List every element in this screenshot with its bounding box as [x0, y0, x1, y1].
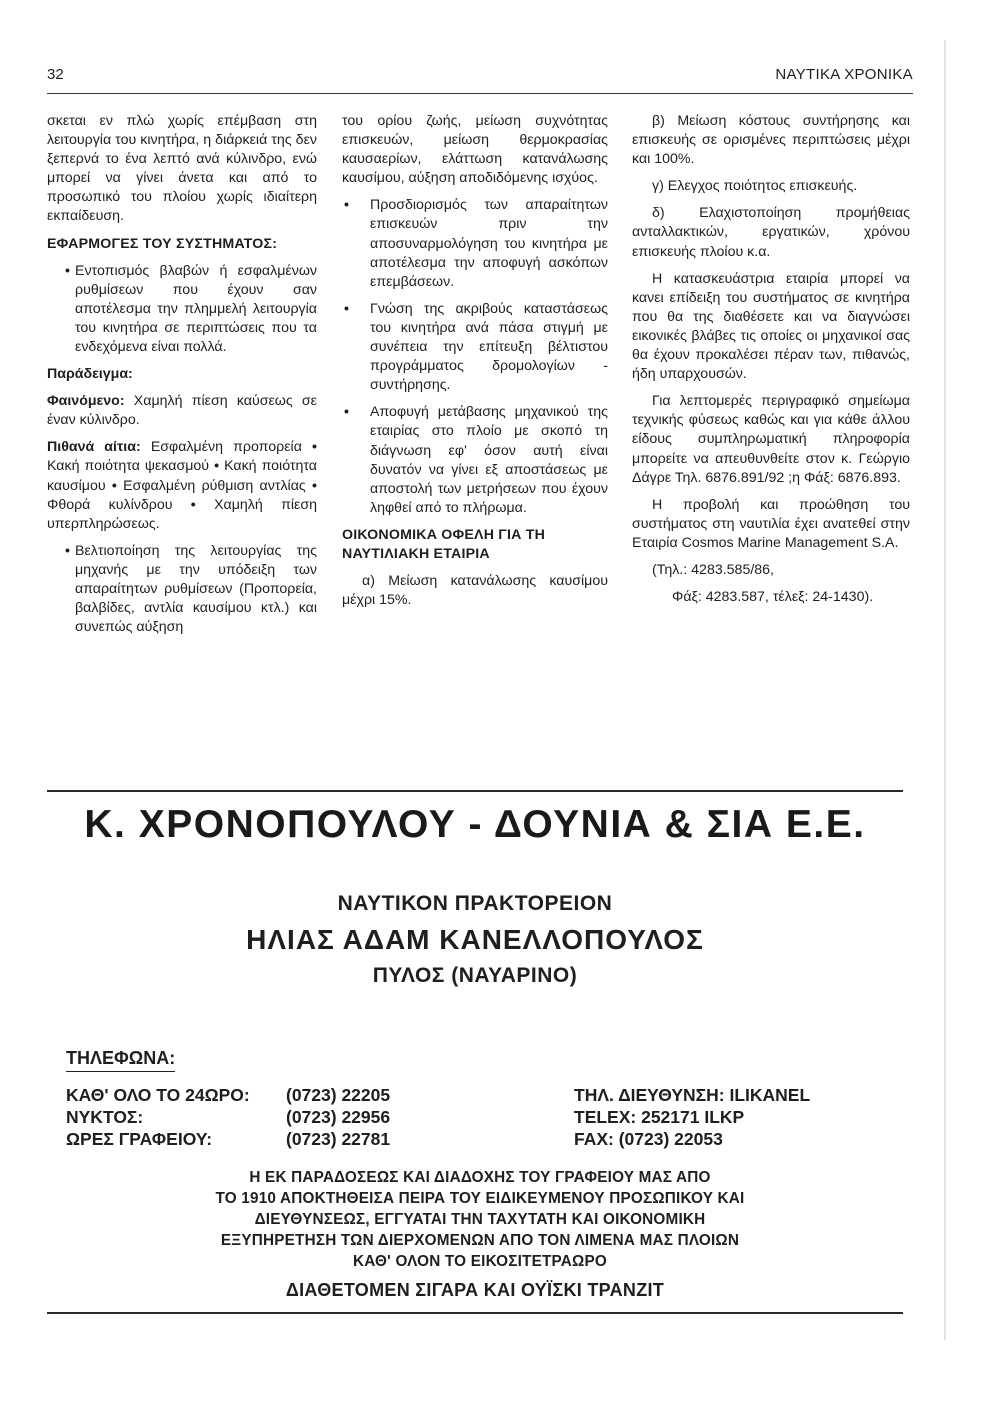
- bullet-item: [342, 300, 608, 395]
- page-header: [47, 66, 913, 88]
- bullet-item: [47, 262, 317, 357]
- article-column-3: [632, 112, 910, 615]
- causes-paragraph: [47, 438, 317, 533]
- benefit-c: γ) Ελεγχος ποιότητος επισκευής.: [652, 178, 858, 195]
- cause-text: Χαμηλή πίεση υπερπληρώσεως.: [47, 496, 318, 532]
- bullet-dot: •: [111, 477, 117, 494]
- contact-telex: TELEX: 252171 ILKP: [574, 1107, 745, 1127]
- ad-top-rule: [47, 790, 903, 792]
- cause-text: Κακή ποιότητα ψεκασμού: [47, 458, 210, 475]
- benefit-b: β) Μείωση κόστους συντήρησης και επισκευής σε ορισμένες περιπτώσεις μέχρι και 100%.: [632, 113, 910, 168]
- bullet-dot: •: [65, 542, 70, 559]
- bullet-item: [342, 403, 608, 518]
- bullet-dot: •: [214, 458, 220, 475]
- phone-number: (0723) 22205: [286, 1085, 391, 1105]
- ad-agent-name: ΗΛΙΑΣ ΑΔΑΜ ΚΑΝΕΛΛΟΠΟΥΛΟΣ: [246, 924, 704, 955]
- bullet-text: Προσδιορισμός των απαραίτητων επισκευών πριν την αποσυναρμολόγηση του κινητήρα με αποτέλεσμα την αποφυγή ασκόπων επεμβάσεων.: [370, 197, 608, 290]
- bullet-dot: •: [344, 300, 349, 317]
- example-label-paragraph: [47, 365, 317, 384]
- bullet-dot: •: [65, 262, 70, 279]
- bullet-text: Εντοπισμός βλαβών ή εσφαλμένων ρυθμίσεων που έχουν σαν αποτέλεσμα την πλημμελή λειτουργία του κινητήρα σε περιπτώσεις που τα ενδεχόμενα είναι πολλά.: [75, 262, 317, 355]
- tradition-line: ΔΙΕΥΘΥΝΣΕΩΣ, ΕΓΓΥΑΤΑΙ ΤΗΝ ΤΑΧΥΤΑΤΗ ΚΑΙ ΟΙΚΟΝΟΜΙΚΗ: [254, 1211, 706, 1228]
- bullet-dot: •: [190, 496, 196, 513]
- ad-bottom-rule: [47, 1312, 903, 1314]
- magazine-title: ΝΑΥΤΙΚΑ ΧΡΟΝΙΚΑ: [775, 66, 913, 83]
- phone-number: (0723) 22781: [286, 1129, 391, 1149]
- page-number: 32: [47, 66, 64, 83]
- phone-row: [66, 1129, 390, 1150]
- section-heading-benefits: ΟΙΚΟΝΟΜΙΚΑ ΟΦΕΛΗ ΓΙΑ ΤΗ ΝΑΥΤΙΛΙΑΚΗ ΕΤΑΙΡΙΑ: [342, 526, 546, 562]
- cause-text: Εσφαλμένη ρύθμιση αντλίας: [123, 477, 306, 494]
- contact-fax: FAX: (0723) 22053: [574, 1129, 723, 1149]
- page-edge-shadow: [944, 40, 946, 1340]
- phenomenon-paragraph: [47, 392, 317, 430]
- article-column-2: [342, 112, 608, 618]
- ad-transit-line: ΔΙΑΘΕΤΟΜΕΝ ΣΙΓΑΡΑ ΚΑΙ ΟΥΪΣΚΙ ΤΡΑΝΖΙΤ: [285, 1280, 665, 1300]
- bullet-dot: •: [312, 477, 317, 494]
- bullet-text: Βελτιοποίηση της λειτουργίας της μηχανής με την υπόδειξη των απαραίτητων ρυθμίσεων (Προπορεία, βαλβίδες, αντλία καυσίμου κτλ.) και συνεπώς αύξηση: [75, 542, 317, 636]
- contact-phone: (Τηλ.: 4283.585/86,: [652, 561, 774, 578]
- bullet-dot: •: [312, 439, 317, 456]
- phone-number: (0723) 22956: [286, 1107, 391, 1127]
- paragraph: σκεται εν πλώ χωρίς επέμβαση στη λειτουργία του κινητήρα, η διάρκειά της δεν ξεπερνά το ένα λεπτό ανά κύλινδρο, ενώ μπορεί να γίνει άνετα και από το προσωπικό του πλοίου χωρίς ιδιαίτερη εκπαίδευση.: [47, 113, 317, 225]
- cause-text: Εσφαλμένη προπορεία: [150, 439, 302, 456]
- paragraph: του ορίου ζωής, μείωση συχνότητας επισκευών, μείωση θερμοκρασίας καυσαερίων, ελάττωση κατανάλωσης καυσίμου, αύξηση αποδιδόμενης ισχύος.: [342, 113, 608, 187]
- phone-row: [66, 1085, 390, 1106]
- ad-location: ΠΥΛΟΣ (ΝΑΥΑΡΙΝΟ): [372, 964, 578, 987]
- paragraph-promotion: Η προβολή και προώθηση του συστήματος στη ναυτιλία έχει ανατεθεί στην Εταιρία Cosmos Marine Management S.A.: [632, 496, 910, 551]
- phenomenon-text: Χαμηλή πίεση καύσεως σε έναν κύλινδρο.: [47, 393, 317, 429]
- phones-heading: ΤΗΛΕΦΩΝΑ:: [66, 1048, 175, 1072]
- ad-agency-title: ΝΑΥΤΙΚΟΝ ΠΡΑΚΤΟΡΕΙΟΝ: [337, 892, 613, 915]
- tradition-line: ΤΟ 1910 ΑΠΟΚΤΗΘΕΙΣΑ ΠΕΙΡΑ ΤΟΥ ΕΙΔΙΚΕΥΜΕΝΟΥ ΠΡΟΣΩΠΙΚΟΥ ΚΑΙ: [215, 1190, 745, 1207]
- header-rule: [47, 93, 913, 94]
- bullet-text: Γνώση της ακριβούς καταστάσεως του κινητήρα ανά πάσα στιγμή με συνέπεια την επίτευξη βέλτιστου προγράμματος δρομολογίων - συντήρησης.: [370, 300, 608, 394]
- phone-row: [66, 1107, 390, 1128]
- cause-text: Φθορά κυλίνδρου: [47, 496, 173, 513]
- phone-label: ΩΡΕΣ ΓΡΑΦΕΙΟΥ:: [66, 1129, 213, 1149]
- contact-fax: Φάξ: 4283.587, τέλεξ: 24-1430).: [672, 589, 874, 606]
- phone-label: ΝΥΚΤΟΣ:: [66, 1107, 144, 1127]
- bullet-item: [47, 542, 317, 637]
- cause-text: Κακή ποιότητα καυσίμου: [47, 458, 317, 494]
- bullet-text: Αποφυγή μετάβασης μηχανικού της εταιρίας στο πλοίο με σκοπό τη διάγνωση εφ' όσον αυτή είναι δυνατόν να γίνει εξ αποστάσεως με αποστολή των μετρήσεων που έχουν ληφθεί από το πλήρωμα.: [370, 404, 608, 516]
- ad-tradition-text: [140, 1167, 820, 1272]
- phone-label: ΚΑΘ' ΟΛΟ ΤΟ 24ΩΡΟ:: [66, 1085, 250, 1105]
- benefit-a: α) Μείωση κατανάλωσης καυσίμου μέχρι 15%.: [342, 572, 608, 608]
- paragraph-manufacturer: Η κατασκευάστρια εταιρία μπορεί να κανει επίδειξη του συστήματος σε κινητήρα που θα της διαθέσετε και να διαγνώσει εικονικές βλάβες τις οποίες οι μηχανικοί σας θα έχουν προκαλέσει πέραν των, πιθανώς, ήδη υπαρχουσών.: [632, 270, 910, 383]
- example-label: Παράδειγμα:: [47, 366, 133, 383]
- causes-label: Πιθανά αίτια:: [47, 439, 141, 456]
- tradition-line: ΕΞΥΠΗΡΕΤΗΣΗ ΤΩΝ ΔΙΕΡΧΟΜΕΝΩΝ ΑΠΟ ΤΟΝ ΛΙΜΕΝΑ ΜΑΣ ΠΛΟΙΩΝ: [220, 1232, 740, 1249]
- contact-cable-address: ΤΗΛ. ΔΙΕΥΘΥΝΣΗ: ILIKANEL: [574, 1085, 811, 1105]
- bullet-dot: •: [344, 197, 349, 214]
- paragraph-info: Για λεπτομερές περιγραφικό σημείωμα τεχνικής φύσεως καθώς και για κάθε άλλου είδους συμπληρωματική πληροφορία μπορείτε να απευθυνθείτε στον κ. Γεώργιο Δάγρε Τηλ. 6876.891/92 ;η Φάξ: 6876.893.: [632, 393, 910, 486]
- phenomenon-label: Φαινόμενο:: [47, 393, 125, 410]
- bullet-dot: •: [344, 404, 349, 421]
- bullet-item: [342, 196, 608, 291]
- section-heading-applications: ΕΦΑΡΜΟΓΕΣ ΤΟΥ ΣΥΣΤΗΜΑΤΟΣ:: [47, 235, 278, 252]
- benefit-d: δ) Ελαχιστοποίηση προμήθειας ανταλλακτικών, εργατικών, χρόνου επισκευής πλοίου κ.α.: [632, 205, 910, 260]
- tradition-line: ΚΑΘ' ΟΛΟΝ ΤΟ ΕΙΚΟΣΙΤΕΤΡΑΩΡΟ: [352, 1253, 608, 1270]
- tradition-line: Η ΕΚ ΠΑΡΑΔΟΣΕΩΣ ΚΑΙ ΔΙΑΔΟΧΗΣ ΤΟΥ ΓΡΑΦΕΙΟΥ ΜΑΣ ΑΠΟ: [249, 1169, 711, 1186]
- article-column-1: [47, 112, 317, 645]
- ad-company-name: Κ. ΧΡΟΝΟΠΟΥΛΟΥ - ΔΟΥΝΙΑ & ΣΙΑ Ε.Ε.: [84, 803, 866, 846]
